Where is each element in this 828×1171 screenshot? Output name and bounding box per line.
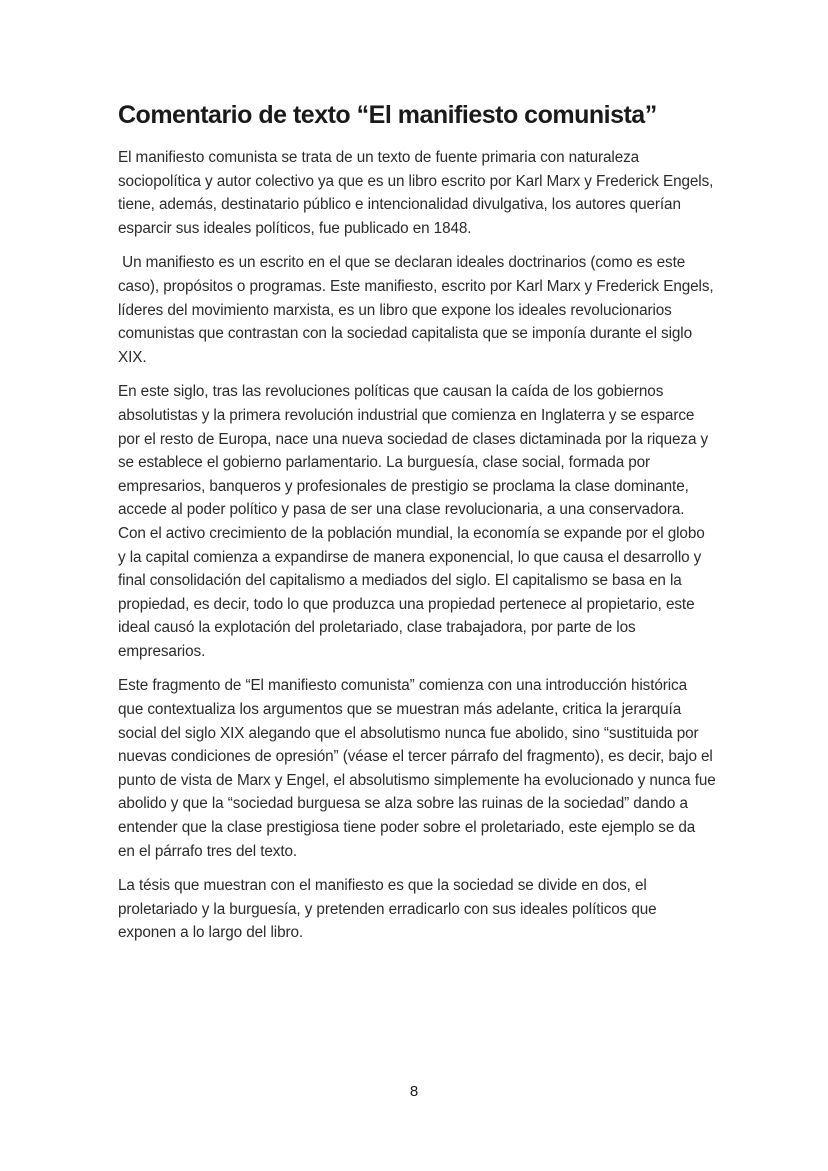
paragraph-1: El manifiesto comunista se trata de un texto de fuente primaria con naturaleza sociopolítica y autor colectivo ya que es un libro escrito por Karl Marx y Frederick Engels, tiene, además, destinatario público e intencionalidad divulgativa, los autores querían esparcir sus ideales políticos, fue publicado en 1848.: [118, 149, 714, 237]
page-title: Comentario de texto “El manifiesto comunista”: [118, 101, 657, 129]
page-content: [118, 98, 716, 956]
paragraph-4: Este fragmento de “El manifiesto comunista” comienza con una introducción histórica que contextualiza los argumentos que se muestran más adelante, critica la jerarquía social del siglo XIX alegando que el absolutismo nunca fue abolido, sino “sustituida por nuevas condiciones de opresión” (véase el tercer párrafo del fragmento), es decir, bajo el punto de vista de Marx y Engel, el absolutismo simplemente ha evolucionado y nunca fue abolido y que la “sociedad burguesa se alza sobre las ruinas de la sociedad” dando a entender que la clase prestigiosa tiene poder sobre el proletariado, este ejemplo se da en el párrafo tres del texto.: [118, 677, 716, 860]
paragraph-2: Un manifiesto es un escrito en el que se declaran ideales doctrinarios (como es este caso), propósitos o programas. Este manifiesto, escrito por Karl Marx y Frederick Engels, líderes del movimiento marxista, es un libro que expone los ideales revolucionarios comunistas que contrastan con la sociedad capitalista que se imponía durante el siglo XIX.: [118, 254, 718, 366]
paragraph-5: La tésis que muestran con el manifiesto es que la sociedad se divide en dos, el proletariado y la burguesía, y pretenden erradicarlo con sus ideales políticos que exponen a lo largo del libro.: [118, 877, 657, 942]
paragraph-3: En este siglo, tras las revoluciones políticas que causan la caída de los gobiernos absolutistas y la primera revolución industrial que comienza en Inglaterra y se esparce por el resto de Europa, nace una nueva sociedad de clases dictaminada por la riqueza y se establece el gobierno parlamentario. La burguesía, clase social, formada por empresarios, banqueros y profesionales de prestigio se proclama la clase dominante, accede al poder político y pasa de ser una clase revolucionaria, a una conservadora. Con el activo crecimiento de la población mundial, la economía se expande por el globo y la capital comienza a expandirse de manera exponencial, lo que causa el desarrollo y final consolidación del capitalismo a mediados del siglo. El capitalismo se basa en la propiedad, es decir, todo lo que produzca una propiedad pertenece al propietario, este ideal causó la explotación del proletariado, clase trabajadora, por parte de los empresarios.: [118, 383, 709, 660]
page-number: 8: [409, 1083, 419, 1100]
